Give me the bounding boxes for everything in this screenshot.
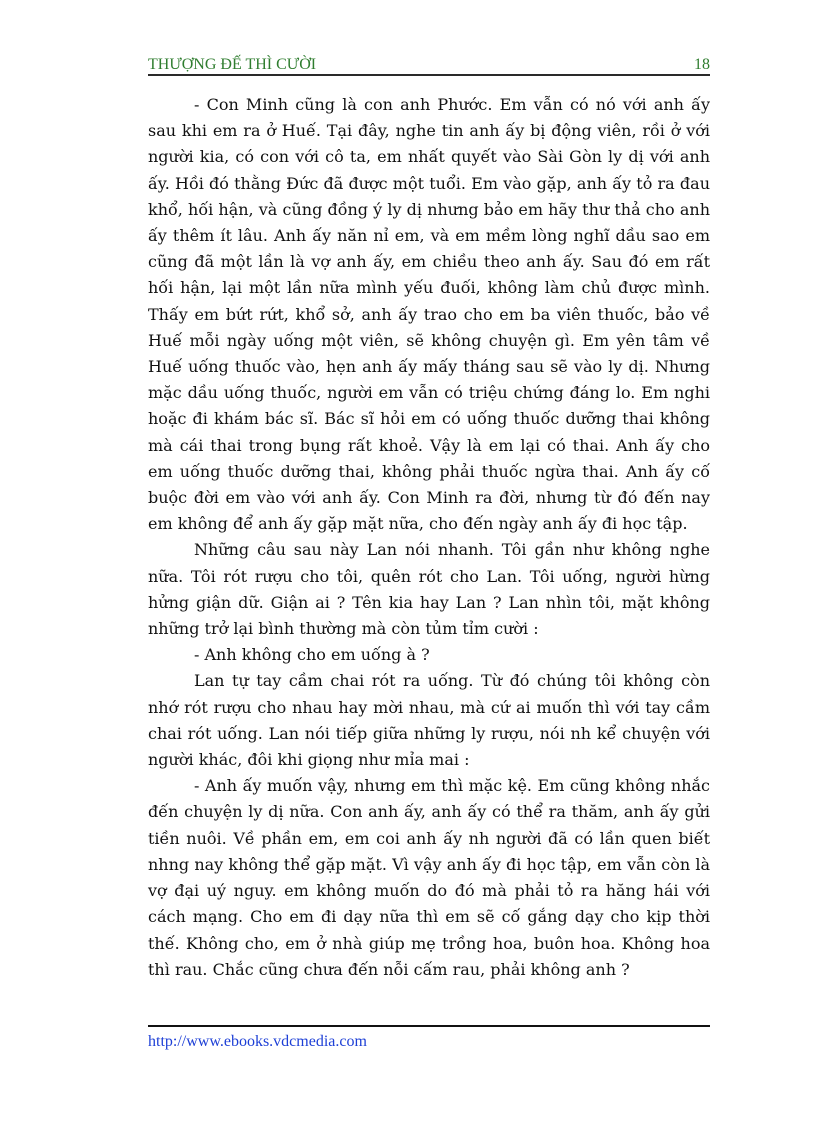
footer-link[interactable]: http://www.ebooks.vdcmedia.com [148,1033,367,1050]
page-footer [148,1033,367,1051]
book-title: THƯỢNG ĐẾ THÌ CƯỜI [148,56,317,73]
page-body [148,92,710,983]
page-header [148,52,710,74]
footer-divider [148,1025,710,1027]
paragraph: Lan tự tay cầm chai rót ra uống. Từ đó chúng tôi không còn nhớ rót rượu cho nhau hay mời nhau, mà cứ ai muốn thì với tay cầm chai rót uống. Lan nói tiếp giữa những ly rượu, nói nh kể chuyện với người khác, đôi khi giọng như mỉa mai : [148,671,710,770]
paragraph: - Anh ấy muốn vậy, nhưng em thì mặc kệ. Em cũng không nhắc đến chuyện ly dị nữa. Con anh ấy, anh ấy có thể ra thăm, anh ấy gửi tiền nuôi. Về phần em, em coi anh ấy nh người đã có lần quen biết nhng nay không thể gặp mặt. Vì vậy anh ấy đi học tập, em vẫn còn là vợ đại uý nguy. em không muốn do đó mà phải tỏ ra hăng hái với cách mạng. Cho em đi dạy nữa thì em sẽ cố gắng dạy cho kịp thời thế. Không cho, em ở nhà giúp mẹ trồng hoa, buôn hoa. Không hoa thì rau. Chắc cũng chưa đến nỗi cấm rau, phải không anh ? [148,776,710,979]
header-divider [148,74,710,76]
page-number: 18 [694,56,710,73]
paragraph: - Con Minh cũng là con anh Phước. Em vẫn có nó với anh ấy sau khi em ra ở Huế. Tại đây, nghe tin anh ấy bị động viên, rồi ở với người kia, có con với cô ta, em nhất quyết vào Sài Gòn ly dị với anh ấy. Hồi đó thằng Đức đã được một tuổi. Em vào gặp, anh ấy tỏ ra đau khổ, hối hận, và cũng đồng ý ly dị nhưng bảo em hãy thư thả cho anh ấy thêm ít lâu. Anh ấy năn nỉ em, và em mềm lòng nghĩ dầu sao em cũng đã một lần là vợ anh ấy, em chiều theo anh ấy. Sau đó em rất hối hận, lại một lần nữa mình yếu đuối, không làm chủ được mình. Thấy em bứt rứt, khổ sở, anh ấy trao cho em ba viên thuốc, bảo về Huế mỗi ngày uống một viên, sẽ không chuyện gì. Em yên tâm về Huế uống thuốc vào, hẹn anh ấy mấy tháng sau sẽ vào ly dị. Nhưng mặc dầu uống thuốc, người em vẫn có triệu chứng đáng lo. Em nghi hoặc đi khám bác sĩ. Bác sĩ hỏi em có uống thuốc dưỡng thai không mà cái thai trong bụng rất khoẻ. Vậy là em lại có thai. Anh ấy cho em uống thuốc dưỡng thai, không phải thuốc ngừa thai. Anh ấy cố buộc đời em vào với anh ấy. Con Minh ra đời, nhưng từ đó đến nay em không để anh ấy gặp mặt nữa, cho đến ngày anh ấy đi học tập. [148,95,710,534]
paragraph: - Anh không cho em uống à ? [194,645,430,665]
paragraph: Những câu sau này Lan nói nhanh. Tôi gần như không nghe nữa. Tôi rót rượu cho tôi, quên rót cho Lan. Tôi uống, người hừng hửng giận dữ. Giận ai ? Tên kia hay Lan ? Lan nhìn tôi, mặt không những trở lại bình thường mà còn tủm tỉm cười : [148,540,710,639]
